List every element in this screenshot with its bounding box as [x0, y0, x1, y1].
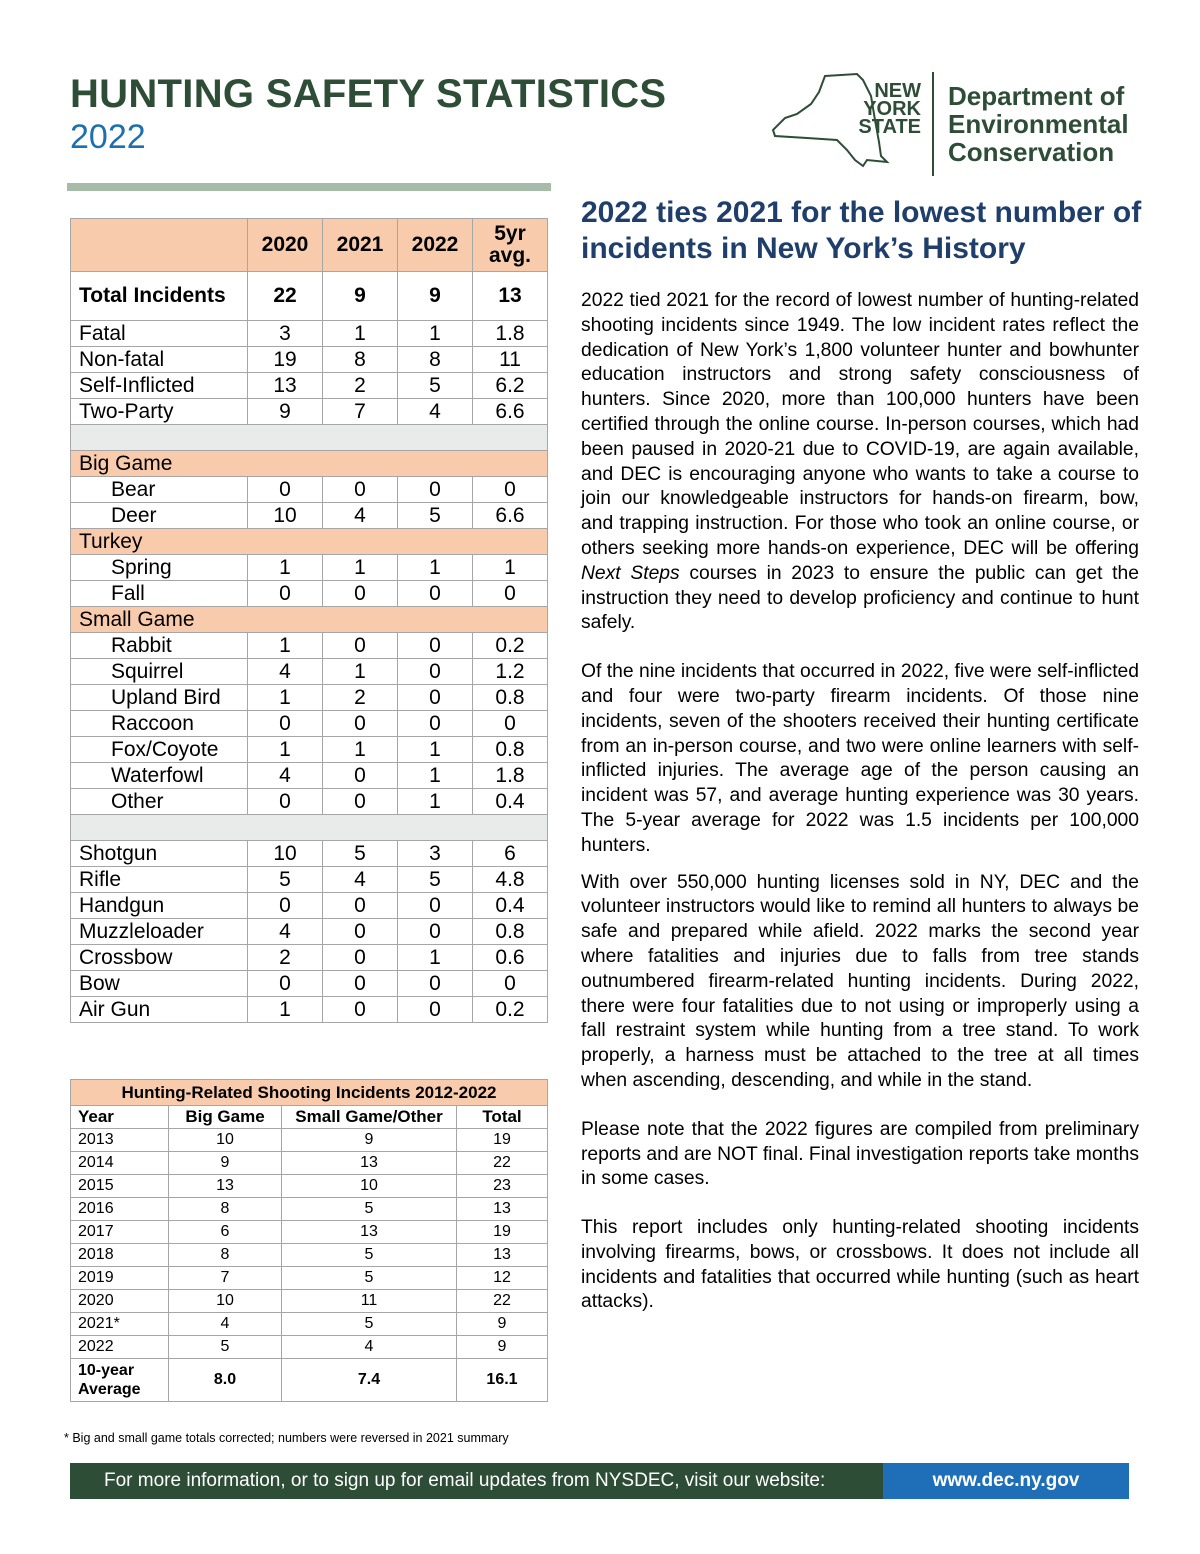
cell: 4	[398, 399, 473, 425]
row-label: Squirrel	[71, 659, 248, 685]
cell: 2	[323, 685, 398, 711]
cell: 9	[169, 1152, 282, 1175]
cell: 1	[398, 555, 473, 581]
cell: 13	[282, 1152, 457, 1175]
dec-line-1: Department of	[948, 81, 1125, 111]
incident-stats-table	[70, 218, 548, 1023]
logo-divider	[932, 72, 934, 176]
cell: 0	[398, 659, 473, 685]
table-row	[71, 347, 548, 373]
cell: 1	[248, 555, 323, 581]
average-label-line-1: 10-year	[78, 1362, 135, 1379]
nys-line-new: NEW	[874, 80, 921, 102]
cell: 1	[323, 555, 398, 581]
cell: 0	[323, 997, 398, 1023]
cell: 0.2	[473, 633, 548, 659]
history-header-row	[71, 1106, 548, 1129]
cell: 7	[169, 1267, 282, 1290]
cell: 0.6	[473, 945, 548, 971]
cell: 2	[323, 373, 398, 399]
cell: 1.2	[473, 659, 548, 685]
cell: 6.6	[473, 399, 548, 425]
cell: 0	[473, 711, 548, 737]
cell: 4	[323, 503, 398, 529]
cell: 5	[282, 1244, 457, 1267]
cell: 0	[323, 711, 398, 737]
footnote: * Big and small game totals corrected; numbers were reversed in 2021 summary	[64, 1431, 509, 1445]
cell: 1	[248, 633, 323, 659]
cell: 10	[248, 841, 323, 867]
cell: 1.8	[473, 763, 548, 789]
cell: 0	[248, 971, 323, 997]
cell: 4	[323, 867, 398, 893]
table-row	[71, 1129, 548, 1152]
table-row	[71, 971, 548, 997]
cell: 0	[323, 581, 398, 607]
cell: 11	[473, 347, 548, 373]
table-row	[71, 997, 548, 1023]
page-year: 2022	[70, 118, 146, 156]
table-row	[71, 1175, 548, 1198]
history-caption: Hunting-Related Shooting Incidents 2012-2022	[71, 1080, 548, 1106]
cell: 13	[248, 373, 323, 399]
cell: 5	[323, 841, 398, 867]
cell: 1	[398, 945, 473, 971]
cell: 9	[323, 272, 398, 321]
paragraph-5: This report includes only hunting-related shooting incidents involving firearms, bows, or crossbows. It does not include all incidents and fatalities that occurred while hunting (such as heart attacks).	[581, 1217, 1139, 1313]
cell: 2016	[71, 1198, 169, 1221]
cell: 2018	[71, 1244, 169, 1267]
cell: 2	[248, 945, 323, 971]
table-row	[71, 919, 548, 945]
cell: 5	[398, 867, 473, 893]
table-row	[71, 581, 548, 607]
spacer-row	[71, 815, 548, 841]
cell: 5	[282, 1198, 457, 1221]
cell: 9	[248, 399, 323, 425]
table-row	[71, 1198, 548, 1221]
cell: 13	[457, 1198, 548, 1221]
cell: 0	[398, 711, 473, 737]
cell: 0.4	[473, 789, 548, 815]
cell: 6	[169, 1221, 282, 1244]
cell: 8	[323, 347, 398, 373]
table-row	[71, 737, 548, 763]
dec-wordmark	[948, 82, 1129, 166]
row-label: Crossbow	[71, 945, 248, 971]
cell: 0	[398, 919, 473, 945]
cell: 0	[323, 477, 398, 503]
stats-col-header: 2021	[323, 219, 398, 272]
stats-header-row	[71, 219, 548, 272]
cell: 0.8	[473, 919, 548, 945]
cell: 0	[248, 477, 323, 503]
cell: 10	[169, 1129, 282, 1152]
cell: 0	[398, 685, 473, 711]
spacer-cell	[71, 425, 548, 451]
cell: 0	[323, 633, 398, 659]
cell: 0.2	[473, 997, 548, 1023]
cell: 3	[248, 321, 323, 347]
col-header: Total	[457, 1106, 548, 1129]
col-header: Small Game/Other	[282, 1106, 457, 1129]
cell: 1	[323, 737, 398, 763]
nys-wordmark	[851, 82, 921, 136]
cell: 10	[169, 1290, 282, 1313]
history-average-row	[71, 1359, 548, 1402]
average-label-line-2: Average	[78, 1381, 141, 1398]
cell: 0	[323, 789, 398, 815]
cell: 1	[398, 737, 473, 763]
row-label: Handgun	[71, 893, 248, 919]
table-row	[71, 789, 548, 815]
cell: 5	[398, 373, 473, 399]
cell: 7	[323, 399, 398, 425]
table-row	[71, 945, 548, 971]
cell: 2015	[71, 1175, 169, 1198]
cell: 10	[282, 1175, 457, 1198]
section-label: Big Game	[71, 451, 548, 477]
table-row	[71, 399, 548, 425]
row-label: Waterfowl	[71, 763, 248, 789]
cell: 2022	[71, 1336, 169, 1359]
row-label: Bear	[71, 477, 248, 503]
cell: 22	[457, 1290, 548, 1313]
cell: 8	[398, 347, 473, 373]
next-steps-emphasis: Next Steps	[581, 562, 680, 584]
cell: 4	[169, 1313, 282, 1336]
cell: 2017	[71, 1221, 169, 1244]
cell: 5	[398, 503, 473, 529]
table-row	[71, 685, 548, 711]
history-table	[70, 1079, 548, 1402]
cell: 2021*	[71, 1313, 169, 1336]
cell: 2014	[71, 1152, 169, 1175]
row-label: Spring	[71, 555, 248, 581]
spacer-cell	[71, 815, 548, 841]
row-label: Upland Bird	[71, 685, 248, 711]
article-body	[581, 289, 1139, 1315]
table-row	[71, 841, 548, 867]
cell: 1	[473, 555, 548, 581]
row-label: Other	[71, 789, 248, 815]
table-row	[71, 503, 548, 529]
page-title: HUNTING SAFETY STATISTICS	[70, 72, 667, 116]
cell: 0	[248, 581, 323, 607]
cell: 1	[398, 789, 473, 815]
stats-col-header: 5yr avg.	[473, 219, 548, 272]
cell: 13	[169, 1175, 282, 1198]
cell: 9	[457, 1336, 548, 1359]
cell: 6.2	[473, 373, 548, 399]
row-label: Non-fatal	[71, 347, 248, 373]
table-row	[71, 477, 548, 503]
table-row	[71, 1336, 548, 1359]
row-label: Self-Inflicted	[71, 373, 248, 399]
table-row	[71, 867, 548, 893]
row-label: Bow	[71, 971, 248, 997]
article-headline: 2022 ties 2021 for the lowest number of incidents in New York’s History	[581, 196, 1142, 265]
cell: 1	[248, 685, 323, 711]
table-row	[71, 1152, 548, 1175]
paragraph-1-text: 2022 tied 2021 for the record of lowest number of hunting-related shooting incidents since 1949. The low incident rates reflect the dedication of New York’s 1,800 volunteer hunter and bowhunter education instructors and strong safety consciousness of hunters. Since 2020, more than 100,000 hunters have been certified through the online course. In-person courses, which had been paused in 2020-21 due to COVID-19, are again available, and DEC is encouraging anyone who wants to take a course to join our knowledgeable instructors for hands-on firearm, bow, and trapping instruction. For those who took an online course, or others seeking more hands-on experience, DEC will be offering	[581, 290, 1139, 559]
cell: 19	[457, 1221, 548, 1244]
cell: 7.4	[282, 1359, 457, 1402]
section-row-big-game	[71, 451, 548, 477]
nys-line-state: STATE	[858, 116, 921, 138]
cell: 19	[248, 347, 323, 373]
cell: 0	[248, 893, 323, 919]
cell: 13	[457, 1244, 548, 1267]
cell: 2013	[71, 1129, 169, 1152]
cell: 1	[248, 737, 323, 763]
cell: 0	[248, 711, 323, 737]
cell: 4.8	[473, 867, 548, 893]
cell: 0	[398, 633, 473, 659]
cell: 1.8	[473, 321, 548, 347]
cell: 1	[398, 763, 473, 789]
cell: 0	[473, 971, 548, 997]
row-label: Total Incidents	[71, 272, 248, 321]
cell: 1	[323, 659, 398, 685]
row-label: Rifle	[71, 867, 248, 893]
cell: 1	[398, 321, 473, 347]
stats-total-row	[71, 272, 548, 321]
cell: 0	[398, 581, 473, 607]
cell: 8	[169, 1198, 282, 1221]
cell: 2020	[71, 1290, 169, 1313]
nys-dec-logo	[763, 68, 1143, 180]
row-label: Raccoon	[71, 711, 248, 737]
paragraph-1	[581, 289, 1139, 636]
cell: 9	[457, 1313, 548, 1336]
row-label: Deer	[71, 503, 248, 529]
stats-col-header: 2020	[248, 219, 323, 272]
dec-line-2: Environmental	[948, 109, 1129, 139]
cell: 12	[457, 1267, 548, 1290]
cell: 0	[323, 945, 398, 971]
nys-line-york: YORK	[863, 98, 921, 120]
cell: 0	[473, 581, 548, 607]
cell: 13	[473, 272, 548, 321]
title-divider	[67, 183, 551, 191]
table-row	[71, 1221, 548, 1244]
cell: 5	[282, 1313, 457, 1336]
paragraph-3: With over 550,000 hunting licenses sold in NY, DEC and the volunteer instructors would like to remind all hunters to always be safe and prepared while afield. 2022 marks the second year where fatalities and injuries due to falls from tree stands outnumbered firearm-related hunting incidents. During 2022, there were four fatalities due to not using or improperly using a fall restraint system while hunting from a tree stand. To work properly, a harness must be attached to the tree at all times when ascending, descending, and while in the stand.	[581, 871, 1139, 1091]
cell: 0.8	[473, 685, 548, 711]
stats-header-blank	[71, 219, 248, 272]
cell: 16.1	[457, 1359, 548, 1402]
cell: 5	[282, 1267, 457, 1290]
cell: 9	[282, 1129, 457, 1152]
cell: 9	[398, 272, 473, 321]
cell: 1	[248, 997, 323, 1023]
row-label: Two-Party	[71, 399, 248, 425]
table-row	[71, 1290, 548, 1313]
cell: 6.6	[473, 503, 548, 529]
row-label: Air Gun	[71, 997, 248, 1023]
cell: 4	[282, 1336, 457, 1359]
footer-text: For more information, or to sign up for email updates from NYSDEC, visit our website:	[104, 1470, 826, 1491]
cell: 4	[248, 659, 323, 685]
cell: 19	[457, 1129, 548, 1152]
website-link[interactable]: www.dec.ny.gov	[883, 1463, 1129, 1499]
cell: 0	[323, 763, 398, 789]
table-row	[71, 711, 548, 737]
cell: 0	[323, 971, 398, 997]
dec-line-3: Conservation	[948, 137, 1115, 167]
paragraph-1-text-end: courses in 2023 to ensure the public can get the instruction they need to develop proficiency and continue to hunt safely.	[581, 562, 1139, 634]
table-row	[71, 1267, 548, 1290]
row-label: Fall	[71, 581, 248, 607]
table-row	[71, 763, 548, 789]
cell: 4	[248, 919, 323, 945]
cell: 0	[398, 971, 473, 997]
average-label	[71, 1359, 169, 1402]
cell: 0.8	[473, 737, 548, 763]
row-label: Rabbit	[71, 633, 248, 659]
cell: 13	[282, 1221, 457, 1244]
cell: 2019	[71, 1267, 169, 1290]
table-row	[71, 633, 548, 659]
table-row	[71, 555, 548, 581]
table-row	[71, 321, 548, 347]
cell: 5	[169, 1336, 282, 1359]
col-header: Year	[71, 1106, 169, 1129]
cell: 0	[473, 477, 548, 503]
cell: 11	[282, 1290, 457, 1313]
col-header: Big Game	[169, 1106, 282, 1129]
cell: 23	[457, 1175, 548, 1198]
cell: 5	[248, 867, 323, 893]
cell: 0	[248, 789, 323, 815]
paragraph-2: Of the nine incidents that occurred in 2022, five were self-inflicted and four were two-party firearm incidents. Of those nine incidents, seven of the shooters received their hunting certificate from an in-person course, and two were online learners with self-inflicted injuries. The average age of the person causing an incident was 57, and average hunting experience was 30 years. The 5-year average for 2022 was 1.5 incidents per 100,000 hunters.	[581, 661, 1139, 856]
row-label: Fatal	[71, 321, 248, 347]
cell: 0	[398, 997, 473, 1023]
table-row	[71, 893, 548, 919]
cell: 0	[323, 919, 398, 945]
table-row	[71, 1244, 548, 1267]
row-label: Muzzleloader	[71, 919, 248, 945]
cell: 6	[473, 841, 548, 867]
cell: 10	[248, 503, 323, 529]
row-label: Fox/Coyote	[71, 737, 248, 763]
section-label: Turkey	[71, 529, 548, 555]
cell: 0	[398, 477, 473, 503]
stats-col-header: 2022	[398, 219, 473, 272]
paragraph-4: Please note that the 2022 figures are compiled from preliminary reports and are NOT final. Final investigation reports take months in some cases.	[581, 1118, 1139, 1190]
section-row-turkey	[71, 529, 548, 555]
section-row-small-game	[71, 607, 548, 633]
history-caption-row	[71, 1080, 548, 1106]
row-label: Shotgun	[71, 841, 248, 867]
section-label: Small Game	[71, 607, 548, 633]
cell: 3	[398, 841, 473, 867]
cell: 8.0	[169, 1359, 282, 1402]
cell: 8	[169, 1244, 282, 1267]
cell: 0.4	[473, 893, 548, 919]
cell: 0	[323, 893, 398, 919]
cell: 22	[457, 1152, 548, 1175]
table-row	[71, 659, 548, 685]
table-row	[71, 1313, 548, 1336]
footer-bar	[70, 1463, 1129, 1499]
cell: 22	[248, 272, 323, 321]
spacer-row	[71, 425, 548, 451]
cell: 4	[248, 763, 323, 789]
table-row	[71, 373, 548, 399]
cell: 0	[398, 893, 473, 919]
cell: 1	[323, 321, 398, 347]
